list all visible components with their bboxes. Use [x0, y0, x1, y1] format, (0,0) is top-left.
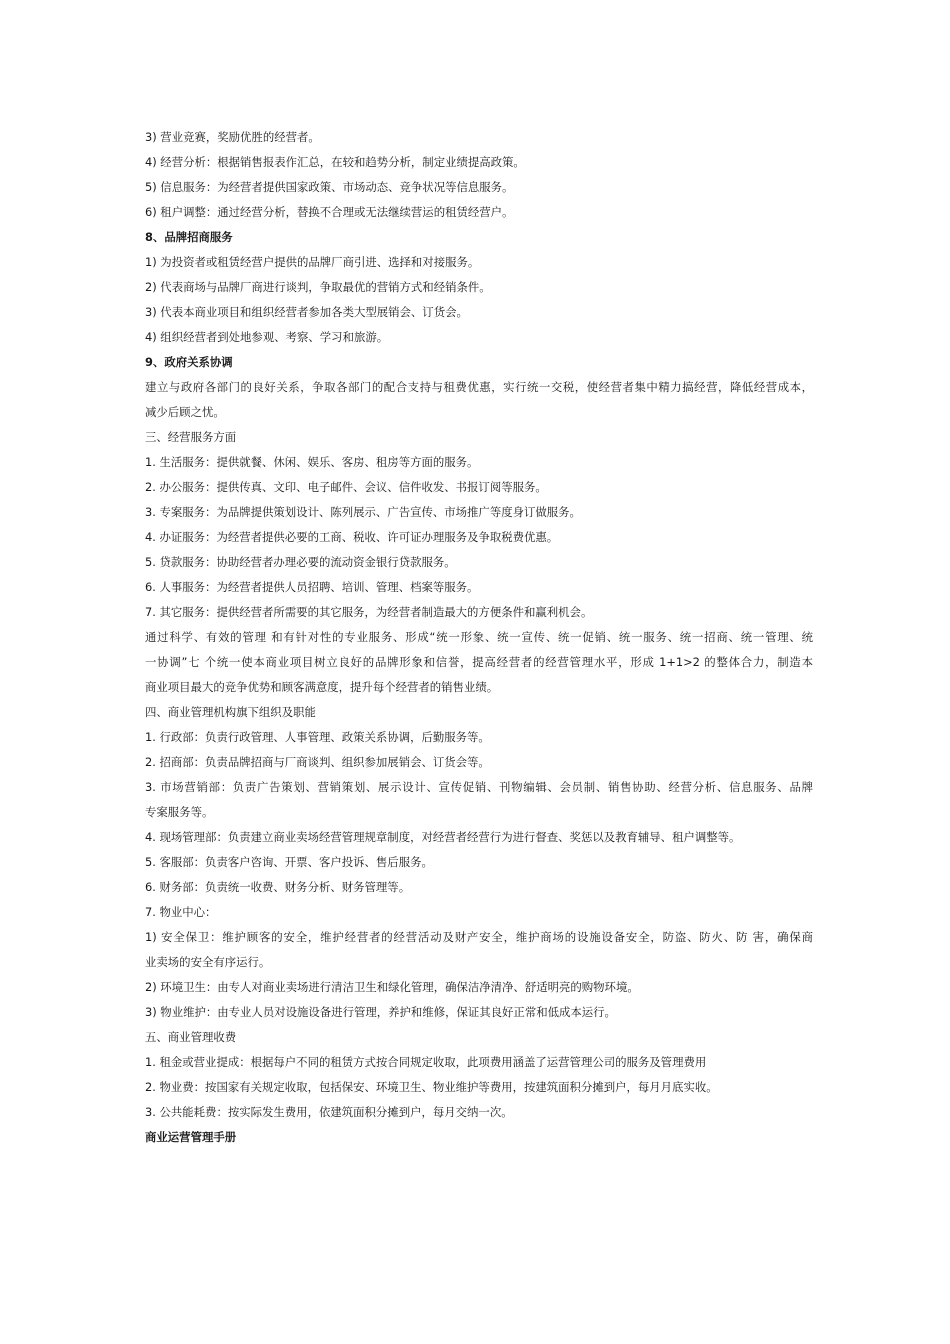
text-line: 2. 物业费：按国家有关规定收取，包括保安、环境卫生、物业维护等费用，按建筑面积分摊到户，每月月底实收。: [145, 1080, 718, 1094]
text-line: 业卖场的安全有序运行。: [145, 955, 271, 969]
text-line: 3) 物业维护：由专业人员对设施设备进行管理，养护和维修，保证其良好正常和低成本运行。: [145, 1005, 616, 1019]
document-body: [145, 125, 813, 1150]
text-line: 3) 代表本商业项目和组织经营者参加各类大型展销会、订货会。: [145, 305, 468, 319]
text-line: 6. 人事服务：为经营者提供人员招聘、培训、管理、档案等服务。: [145, 580, 479, 594]
section-heading: 9、政府关系协调: [145, 355, 233, 369]
text-line: 2) 代表商场与品牌厂商进行谈判，争取最优的营销方式和经销条件。: [145, 280, 491, 294]
text-line: 2. 办公服务：提供传真、文印、电子邮件、会议、信件收发、书报订阅等服务。: [145, 480, 547, 494]
text-line: 3. 市场营销部：负责广告策划、营销策划、展示设计、宣传促销、刊物编辑、会员制、销售协助、经营分析、信息服务、品牌: [145, 780, 813, 794]
text-line: 7. 物业中心：: [145, 905, 217, 919]
text-line: 2. 招商部：负责品牌招商与厂商谈判、组织参加展销会、订货会等。: [145, 755, 490, 769]
text-line: 4) 经营分析：根据销售报表作汇总，在较和趋势分析，制定业绩提高政策。: [145, 155, 525, 169]
text-line: 3) 营业竞赛，奖励优胜的经营者。: [145, 130, 320, 144]
text-line: 1. 租金或营业提成：根据每户不同的租赁方式按合同规定收取，此项费用涵盖了运营管理公司的服务及管理费用: [145, 1055, 707, 1069]
text-line: 5) 信息服务：为经营者提供国家政策、市场动态、竞争状况等信息服务。: [145, 180, 514, 194]
text-line: 7. 其它服务：提供经营者所需要的其它服务，为经营者制造最大的方便条件和赢利机会。: [145, 605, 593, 619]
text-line: 4) 组织经营者到处地参观、考察、学习和旅游。: [145, 330, 389, 344]
text-line: 三、经营服务方面: [145, 430, 237, 444]
text-line: 3. 公共能耗费：按实际发生费用，依建筑面积分摊到户，每月交纳一次。: [145, 1105, 513, 1119]
text-line: 5. 贷款服务：协助经营者办理必要的流动资金银行贷款服务。: [145, 555, 456, 569]
text-line: 5. 客服部：负责客户咨询、开票、客户投诉、售后服务。: [145, 855, 433, 869]
text-line: 1) 为投资者或租赁经营户提供的品牌厂商引进、选择和对接服务。: [145, 255, 480, 269]
text-line: 四、商业管理机构旗下组织及职能: [145, 705, 316, 719]
text-line: 专案服务等。: [145, 805, 214, 819]
text-line: 减少后顾之忧。: [145, 405, 225, 419]
text-line: 4. 办证服务：为经营者提供必要的工商、税收、许可证办理服务及争取税费优惠。: [145, 530, 559, 544]
text-line: 通过科学、有效的管理 和有针对性的专业服务、形成“统一形象、统一宣传、统一促销、统一服务、统一招商、统一管理、统: [145, 630, 813, 644]
text-line: 1) 安全保卫：维护顾客的安全，维护经营者的经营活动及财产安全，维护商场的设施设备安全，防盗、防火、防 害，确保商: [145, 930, 813, 944]
text-line: 4. 现场管理部：负责建立商业卖场经营管理规章制度，对经营者经营行为进行督查、奖惩以及教育辅导、租户调整等。: [145, 830, 741, 844]
section-heading: 商业运营管理手册: [145, 1130, 237, 1144]
text-line: 3. 专案服务：为品牌提供策划设计、陈列展示、广告宣传、市场推广等度身订做服务。: [145, 505, 581, 519]
text-line: 6. 财务部：负责统一收费、财务分析、财务管理等。: [145, 880, 411, 894]
text-line: 6) 租户调整：通过经营分析，替换不合理或无法继续营运的租赁经营户。: [145, 205, 514, 219]
text-line: 1. 行政部：负责行政管理、人事管理、政策关系协调，后勤服务等。: [145, 730, 490, 744]
text-line: 2) 环境卫生：由专人对商业卖场进行清洁卫生和绿化管理，确保洁净清净、舒适明亮的购物环境。: [145, 980, 639, 994]
text-line: 五、商业管理收费: [145, 1030, 237, 1044]
text-line: 一协调”七 个统一使本商业项目树立良好的品牌形象和信誉，提高经营者的经营管理水平，形成 1+1>2 的整体合力，制造本: [145, 655, 813, 669]
text-line: 建立与政府各部门的良好关系，争取各部门的配合支持与租费优惠，实行统一交税，使经营者集中精力搞经营，降低经营成本，: [145, 380, 813, 394]
section-heading: 8、品牌招商服务: [145, 230, 233, 244]
text-line: 商业项目最大的竞争优势和顾客满意度，提升每个经营者的销售业绩。: [145, 680, 499, 694]
text-line: 1. 生活服务：提供就餐、休闲、娱乐、客房、租房等方面的服务。: [145, 455, 479, 469]
